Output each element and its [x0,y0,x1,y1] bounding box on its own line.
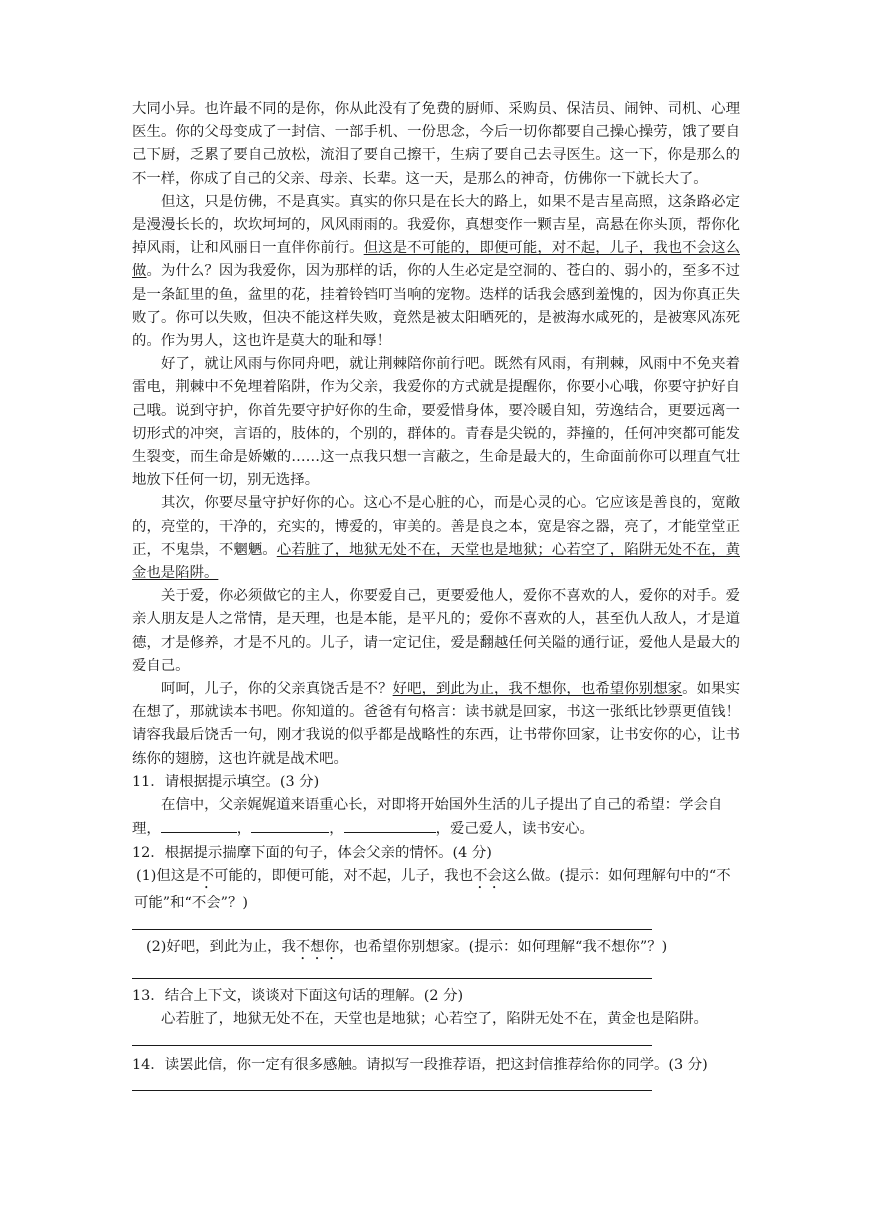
underlined-sentence-1: 但这是不可能的，即便可能，对不起，儿子，我也不会这么做 [132,240,740,280]
emphasis-dot-text-2: 不会 [473,867,502,884]
question-11-sep-2: ， [329,821,344,838]
underlined-sentence-2: 心若脏了，地狱无处不在，天堂也是地狱；心若空了，陷阱无处不在，黄金也是陷阱。 [132,541,740,582]
underlined-sentence-3: 好吧，到此为止，我不想你，也希望你别想家 [392,681,683,698]
question-12-sub-1 [132,865,740,915]
article-column [132,98,740,1091]
question-11-text-b: ，爱己爱人，读书安心。 [435,821,594,838]
question-13-title: 13．结合上下文，谈谈对下面这句话的理解。(2 分) [132,987,464,1004]
question-12-sub-2-text-a: (2)好吧，到此为止，我 [146,938,296,955]
paragraph-4 [132,492,740,585]
paragraph-1: 大同小异。也许最不同的是你，你从此没有了免费的厨师、采购员、保洁员、闹钟、司机、心理医生。你的父母变成了一封信、一部手机、一份思念，今后一切你都要自己操心操劳，饿了要自己下厨，乏累了要自己放松，流泪了要自己擦干，生病了要自己去寻医生。这一下，你是那么的不一样，你成了自己的父亲、母亲、长辈。这一天，是那么的神奇，仿佛你一下就长大了。 [132,101,740,187]
emphasis-dot-text-3: 不想你 [295,938,340,955]
paragraph-5: 关于爱，你必须做它的主人，你要爱自己，更要爱他人，爱你不喜欢的人，爱你的对手。爱亲人朋友是人之常情，是天理，也是本能，是平凡的；爱你不喜欢的人，甚至仇人敌人，才是道德，才是修养，才是不凡的。儿子，请一定记住，爱是翻越任何关隘的通行证，爱他人是最大的爱自己。 [132,588,740,674]
question-12-title: 12．根据提示揣摩下面的句子，体会父亲的情怀。(4 分) [132,844,492,861]
question-11-title: 11．请根据提示填空。(3 分) [132,773,320,790]
paragraph-6-text-b: 。如果实在想了，那就读本书吧。你知道的。爸爸有句格言：读书就是回家，书这一张纸比钞票更值钱！请容我最后饶舌一句，刚才我说的似乎都是战略性的东西，让书带你回家，让书安你的心，让书练你的翅膀，这也许就是战术吧。 [132,681,740,767]
question-12-sub-1-text-a: (1)但这是 [136,867,200,884]
answer-line-14[interactable] [132,1090,652,1091]
paragraph-2 [132,191,740,353]
paragraph-2-text-a: 但这，只是仿佛，不是真实。真实的你只是在长大的路上，如果不是吉星高照，这条路必定是漫漫长长的，坎坎坷坷的，风风雨雨的。我爱你，真想变作一颗吉星，高悬在你头顶，帮你化掉风雨，让和风丽日一直伴你前行。 [132,193,740,257]
question-12-sub-2 [132,936,740,963]
answer-blank-1[interactable] [161,817,237,833]
paragraph-6 [132,678,740,771]
paragraph-4-text-a: 其次，你要尽量守护好你的心。这心不是心脏的心，而是心灵的心。它应该是善良的，宽敞的，亮堂的，干净的，充实的，博爱的，审美的。善是良之本，宽是容之器，亮了，才能堂堂正正，不鬼祟，不魍魉。 [132,495,740,558]
question-12-sub-1-text-b: 可能的，即便可能，对不起，儿子，我也 [213,867,474,884]
question-12-sub-1-text-c: 这么做。(提示：如何理解句中的“不可能”和“不会”？) [134,867,731,911]
question-11-text-a: 在信中，父亲娓娓道来语重心长，对即将开始国外生活的儿子提出了自己的希望：学会自理， [132,797,723,838]
paragraph-2-text-b: 。为什么？因为我爱你，因为那样的话，你的人生必定是空洞的、苍白的、弱小的，至多不过是一条缸里的鱼，盆里的花，挂着铃铛叮当响的宠物。迭样的话我会感到羞愧的，因为你真正失败了。你可以失败，但决不能这样失败，竟然是被太阳晒死的，是被海水咸死的，是被寒风冻死的。作为男人，这也许是莫大的耻和辱！ [132,263,740,350]
answer-blank-3[interactable] [344,817,436,833]
paragraph-6-text-a: 呵呵，儿子，你的父亲真饶舌是不？ [161,681,393,698]
emphasis-dot-text-1: 不 [199,867,214,884]
question-13-quote: 心若脏了，地狱无处不在，天堂也是地狱；心若空了，陷阱无处不在，黄金也是陷阱。 [161,1011,708,1028]
question-11-body [132,794,740,841]
question-12-sub-2-text-b: ，也希望你别想家。(提示：如何理解“我不想你”？) [339,938,668,955]
question-11-sep-1: ， [236,821,252,838]
question-14-title: 14．读罢此信，你一定有很多感触。请拟写一段推荐语，把这封信推荐给你的同学。(3 分) [132,1057,708,1074]
paragraph-3: 好了，就让风雨与你同舟吧，就让荆棘陪你前行吧。既然有风雨，有荆棘，风雨中不免夹着雷电，荆棘中不免埋着陷阱，作为父亲，我爱你的方式就是提醒你，你要小心哦，你要守护好自己哦。说到守护，你首先要守护好你的生命，要爱惜身体，要冷暖自知，劳逸结合，更要远离一切形式的冲突，言语的，肢体的，个别的，群体的。青春是尖锐的，莽撞的，任何冲突都可能发生裂变，而生命是娇嫩的……这一点我只想一言蔽之，生命是最大的，生命面前你可以理直气壮地放下任何一切，别无选择。 [132,356,740,489]
answer-blank-2[interactable] [251,817,329,833]
